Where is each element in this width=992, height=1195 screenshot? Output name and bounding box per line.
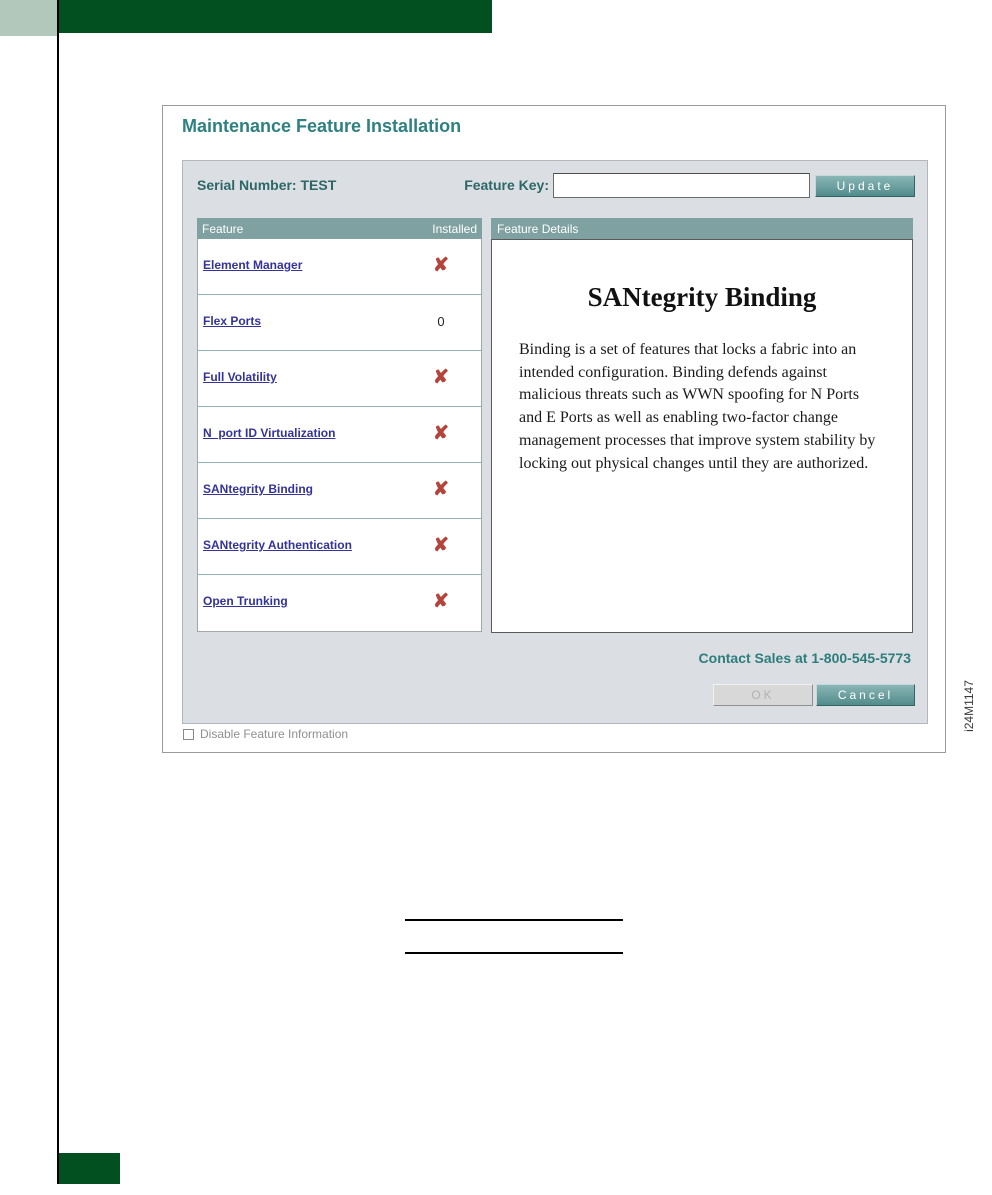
feature-column-header: Feature [202,221,244,236]
red-x-icon: ✘ [433,367,449,388]
feature-details-panel [491,218,913,633]
feature-key-label: Feature Key: [464,177,549,193]
feature-table-body [197,239,482,632]
header-green-bar [59,0,492,33]
installed-column-header: Installed [432,221,477,236]
table-row [198,407,481,463]
feature-details-description: Binding is a set of features that locks a fabric into an intended configuration. Binding defends against malicious threats such as WWN spoofing for N Ports and E Ports as well as enabling two-factor change management processes that improve system stability by locking out physical changes until they are authorized. [519,341,876,472]
red-x-icon: ✘ [433,479,449,500]
table-row [198,295,481,351]
feature-details-header: Feature Details [491,218,913,239]
red-x-icon: ✘ [433,535,449,556]
feature-link[interactable]: Open Trunking [203,594,288,608]
serial-number-value: TEST [300,177,337,193]
ok-button[interactable]: OK [713,684,813,706]
feature-key-input[interactable] [553,173,810,198]
red-x-icon: ✘ [433,423,449,444]
feature-details-body [491,239,913,633]
blank-fill-line [405,952,623,954]
table-row [198,519,481,575]
serial-number-label: Serial Number: [197,177,297,193]
disable-feature-info-row[interactable] [183,727,348,741]
feature-link[interactable]: SANtegrity Authentication [203,538,352,552]
contact-sales-text: Contact Sales at 1-800-545-5773 [698,650,911,666]
feature-link[interactable]: Full Volatility [203,370,277,384]
feature-table [197,218,482,632]
installed-count: 0 [437,314,445,329]
update-button[interactable]: Update [815,175,915,197]
disable-feature-info-label: Disable Feature Information [200,727,349,741]
dialog-title: Maintenance Feature Installation [182,116,462,136]
feature-details-title: SANtegrity Binding [587,282,817,312]
sage-decoration-block [0,0,57,36]
disable-feature-info-checkbox[interactable] [183,729,194,740]
red-x-icon: ✘ [433,591,449,612]
red-x-icon: ✘ [433,255,449,276]
table-row [198,575,481,631]
cancel-button[interactable]: Cancel [816,684,915,706]
blank-fill-line [405,919,623,921]
feature-link[interactable]: SANtegrity Binding [203,482,313,496]
figure-code-vertical: i24M1147 [962,680,977,732]
vertical-rule [57,0,59,1184]
feature-link[interactable]: N_port ID Virtualization [203,426,336,440]
dialog-inner-panel [182,160,928,724]
footer-green-block [59,1153,120,1184]
feature-link[interactable]: Flex Ports [203,314,262,328]
serial-number-text [197,177,336,193]
table-row [198,239,481,295]
maintenance-feature-installation-dialog [162,105,946,753]
table-row [198,463,481,519]
feature-table-header [197,218,482,239]
table-row [198,351,481,407]
feature-link[interactable]: Element Manager [203,258,303,272]
